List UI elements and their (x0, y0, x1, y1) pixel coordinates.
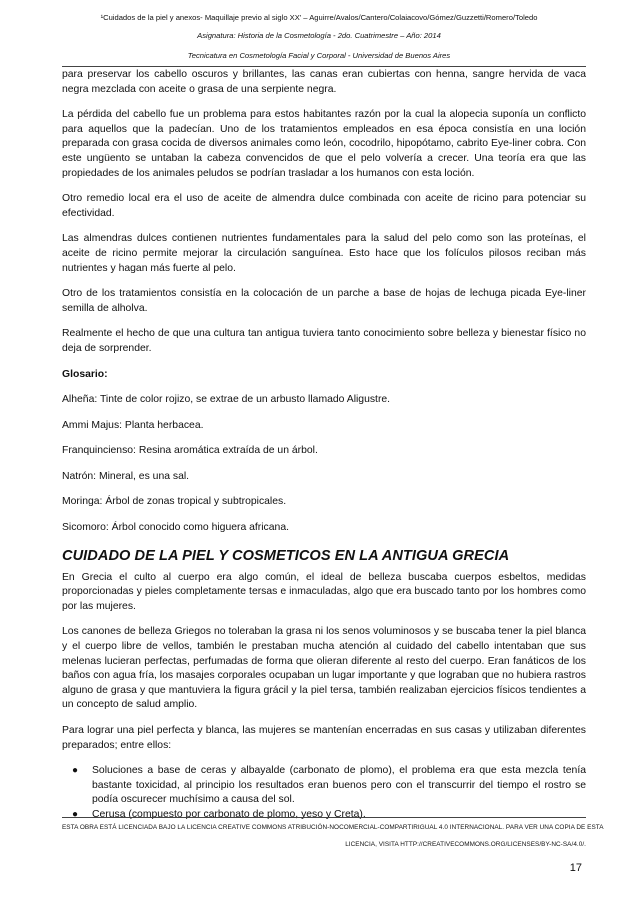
header-line-program: Tecnicatura en Cosmetología Facial y Corporal - Universidad de Buenos Aires (187, 50, 451, 60)
paragraph: En Grecia el culto al cuerpo era algo común, el ideal de belleza buscaba cuerpos esbeltos, medidas proporcionadas y pieles completamente tersas e inmaculadas, algo que era buscado tanto por los hombres como por las mujeres. (62, 571, 586, 612)
license-line-1: ESTA OBRA ESTÁ LICENCIADA BAJO LA LICENCIA CREATIVE COMMONS ATRIBUCIÓN-NOCOMERCIAL-COMPARTIRIGUAL 4.0 INTERNACIONAL. PARA VER UNA COPIA DE ESTA (62, 824, 604, 831)
page-number: 17 (569, 862, 582, 874)
page-footer (62, 819, 604, 853)
paragraph: La pérdida del cabello fue un problema para estos habitantes razón por la cual la alopecia suponía un conflicto para aquellos que la padecían. Uno de los tratamientos empleados en esa época consistía en una loción preparada con grasa cocida de diversos animales como león, cocodrilo, hipopótamo, cabrito Eye-liner cobra. Con este ungüento se untaban la cabeza convencidos de que el pelo volvería a crecer. Una teoría era que las propiedades de los animales peludos se podrían trasladar a los humanos con esta loción. (62, 109, 586, 179)
bullet-list (62, 764, 586, 822)
header-divider (62, 66, 586, 67)
bullet-text: Cerusa (compuesto por carbonato de plomo, yeso y Creta). (92, 808, 366, 820)
glossary-item: Moringa: Árbol de zonas tropical y subtropicales. (62, 496, 287, 508)
glossary-item: Alheña: Tinte de color rojizo, se extrae de un arbusto llamado Aligustre. (62, 394, 391, 406)
paragraph: Para lograr una piel perfecta y blanca, las mujeres se mantenían encerradas en sus casas y utilizaban diferentes preparados; entre ellos: (62, 725, 586, 751)
glossary-title: Glosario: (62, 368, 108, 380)
paragraph: Los canones de belleza Griegos no toleraban la grasa ni los senos voluminosos y se buscaba tener la piel blanca y el cuerpo libre de vellos, también le prestaban mucha atención al cuidado del cabello intentaban que sus melenas lucieran perfectas, perfumadas de forma que olieran diferente al resto del cuerpo. Eran fanáticos de los baños con agua fría, los masajes corporales ocupaban un lugar importante y que lograban que no hubiera rastros alguno de grasa y que mantuviera la figura grácil y la piel tersa, también realizaban ejercicios físicos tendientes a un concepto de salud amplio. (62, 626, 586, 711)
header-line-authors: ¹Cuidados de la piel y anexos- Maquillaje previo al siglo XX’ – Aguirre/Avalos/Cantero/Colaiacovo/Gómez/Guzzetti/Romero/Toledo (100, 13, 538, 22)
paragraph: Realmente el hecho de que una cultura tan antigua tuviera tanto conocimiento sobre belleza y bienestar físico no deja de sorprender. (62, 328, 586, 354)
bullet-item (62, 764, 586, 808)
header-line-subject: Asignatura: Historia de la Cosmetología - 2do. Cuatrimestre – Año: 2014 (197, 31, 441, 40)
glossary-item: Sicomoro: Árbol conocido como higuera africana. (62, 522, 289, 534)
bullet-icon: ● (72, 808, 79, 820)
paragraph: Otro remedio local era el uso de aceite de almendra dulce combinada con aceite de ricino para potenciar su efectividad. (62, 193, 586, 219)
page-body (62, 68, 586, 823)
license-line-2: LICENCIA, VISITA HTTP://CREATIVECOMMONS.ORG/LICENSES/BY-NC-SA/4.0/. (345, 841, 586, 848)
glossary-item: Franquincienso: Resina aromática extraída de un árbol. (62, 445, 318, 457)
glossary-item: Ammi Majus: Planta herbacea. (62, 419, 204, 431)
footer-divider (62, 817, 586, 818)
paragraph: para preservar los cabello oscuros y brillantes, las canas eran cubiertas con henna, sangre hervida de vaca negra mezclada con aceite o grasa de una serpiente negra. (62, 69, 586, 95)
paragraph: Otro de los tratamientos consistía en la colocación de un parche a base de hojas de lechuga picada Eye-liner semilla de alholva. (62, 288, 586, 314)
bullet-icon: ● (72, 765, 79, 777)
section-heading: CUIDADO DE LA PIEL Y COSMETICOS EN LA ANTIGUA GRECIA (62, 547, 510, 564)
bullet-text: Soluciones a base de ceras y albayalde (carbonato de plomo), el problema era que esta mezcla tenía bastante toxicidad, al principio los resultados eran buenos pero con el transcurrir del tiempo el rostro se podía oscurecer muchísimo a causa del sol. (92, 765, 586, 806)
paragraph: Las almendras dulces contienen nutrientes fundamentales para la salud del pelo como son las proteínas, el aceite de ricino permite mejorar la circulación sanguínea. Esto hace que los folículos pilosos reciban más nutrientes y hagan más fuerte al pelo. (62, 233, 586, 274)
page-header (60, 10, 578, 65)
glossary-item: Natrón: Mineral, es una sal. (62, 470, 190, 482)
